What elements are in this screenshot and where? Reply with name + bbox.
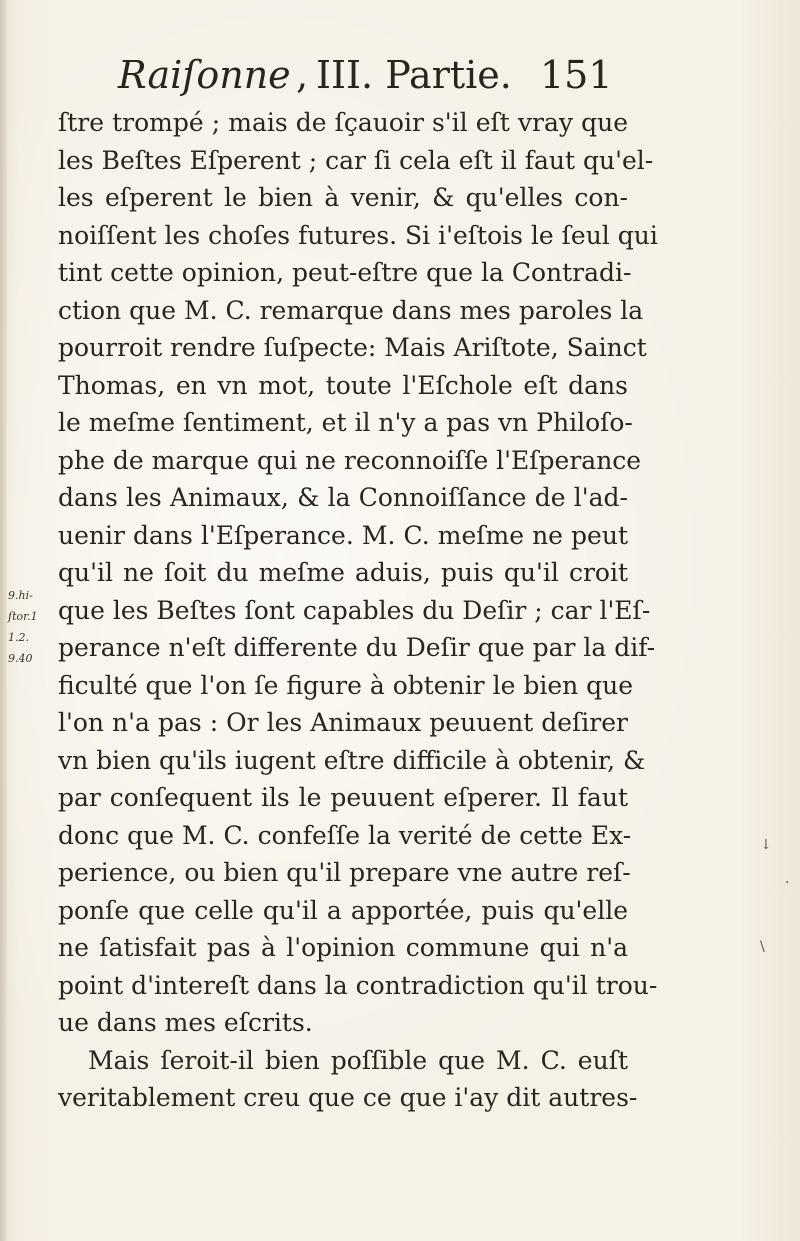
text-line: que les Beſtes ſont capables du Deſir ; car l'Eſ- [58,595,651,625]
show-through-mark: \ [760,939,765,955]
text-line: ction que M. C. remarque dans mes paroles la [58,295,644,325]
text-line: ſtre trompé ; mais de ſçauoir s'il eſt vray que [58,108,628,137]
body-text [58,104,658,1117]
text-line: le meſme ſentiment, et il n'y a pas vn Philoſo- [58,408,633,437]
text-line: ponſe que celle qu'il a apportée, puis qu'elle [58,895,628,925]
text-line: veritablement creu que ce que i'ay dit autres- [58,1083,638,1112]
margin-citation-line: 9.hi- [8,589,33,602]
text-line: ficulté que l'on ſe figure à obtenir le bien que [58,670,634,700]
text-line: les Beſtes Eſperent ; car ſi cela eſt il faut qu'el- [58,145,654,175]
text-line: pourroit rendre ſuſpecte: Mais Ariſtote, Sainct [58,333,647,362]
text-line: tint cette opinion, peut-eſtre que la Contradi- [58,258,632,287]
text-line: perience, ou bien qu'il prepare vne autre reſ- [58,858,631,887]
show-through-mark: · [785,875,790,891]
text-line: par conſequent ils le peuuent eſperer. Il faut [58,783,628,812]
margin-citation-line: 9.40 [8,652,33,665]
margin-citation-line: ſtor.1 [8,610,38,623]
text-line: l'on n'a pas : Or les Animaux peuuent deſirer [58,708,628,737]
text-line: dans les Animaux, & la Connoiſſance de l'ad- [58,483,628,512]
page-number: 151 [540,53,613,97]
page-gutter-edge [0,0,7,1241]
text-line: qu'il ne ſoit du meſme aduis, puis qu'il croit [58,558,628,587]
text-line: point d'intereſt dans la contradiction qu'il trou- [58,970,658,1000]
margin-citation [8,585,44,669]
text-line: Mais ſeroit-il bien poſſible que M. C. euſt [88,1045,628,1075]
text-line: vn bien qu'ils iugent eſtre difficile à obtenir, & [58,745,646,775]
text-line: Thomas, en vn mot, toute l'Eſchole eſt dans [58,370,628,400]
text-line: ue dans mes eſcrits. [58,1008,313,1037]
text-line: phe de marque qui ne reconnoiſſe l'Eſperance [58,445,642,475]
running-title: Raiſonne [118,53,291,97]
text-line: perance n'eſt differente du Deſir que par la dif- [58,633,656,662]
text-line: les eſperent le bien à venir, & qu'elles con- [58,183,628,212]
text-line: donc que M. C. confeſſe la verité de cette Ex- [58,820,632,850]
text-line: uenir dans l'Eſperance. M. C. meſme ne peut [58,520,628,550]
part-label: III. Partie. [316,53,512,97]
running-title-comma: , [296,53,309,97]
margin-citation-line: 1.2. [8,631,29,644]
text-line: ne ſatisfait pas à l'opinion commune qui n'a [58,933,628,962]
running-header [118,52,628,98]
show-through-mark: ↓ [760,837,772,853]
text-line: noiſſent les choſes futures. Si i'eſtois le ſeul qui [58,220,658,250]
